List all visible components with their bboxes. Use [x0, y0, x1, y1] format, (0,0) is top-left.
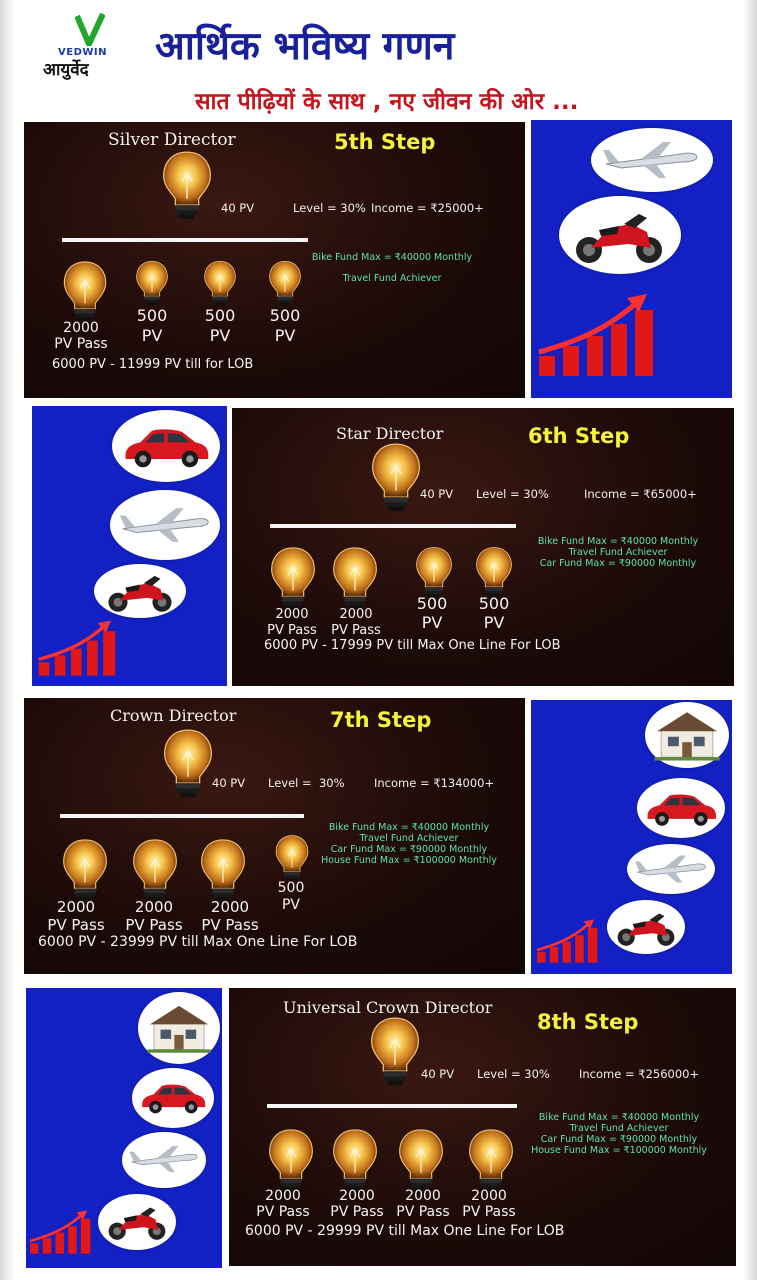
bulb-pv: 2000 PV Pass [331, 607, 381, 638]
lightbulb-icon [265, 1128, 317, 1192]
income: Income = ₹134000+ [374, 776, 495, 790]
reward-circle [559, 196, 681, 274]
top-pv: 40 PV [420, 487, 454, 501]
step-label: 6th Step [528, 424, 630, 448]
divider-line [60, 814, 304, 818]
step-label: 8th Step [537, 1010, 639, 1034]
growth-chart-icon [28, 1200, 102, 1264]
rank-title: Silver Director [108, 130, 236, 150]
reward-circle [591, 128, 713, 192]
reward-circle [607, 900, 685, 954]
income: Income = ₹25000+ [371, 201, 484, 215]
divider-line [267, 1104, 517, 1108]
fund-line: Car Fund Max = ₹90000 Monthly [330, 844, 488, 855]
lightbulb-icon [160, 728, 216, 798]
top-pv: 40 PV [212, 776, 246, 790]
bulb-pv: 500 PV [416, 594, 448, 632]
lightbulb-icon [160, 150, 214, 220]
lightbulb-icon [395, 1128, 447, 1192]
top-pv: 40 PV [221, 201, 255, 215]
growth-chart-icon [535, 280, 675, 390]
lightbulb-icon [130, 838, 180, 902]
reward-circle [98, 1194, 176, 1250]
airplane-icon [601, 140, 701, 180]
bulb-pv: 500 PV [204, 306, 236, 345]
page-title: आर्थिक भविष्य गणन [155, 24, 455, 69]
bulb-pv: 2000 PV Pass [256, 1188, 310, 1220]
income: Income = ₹65000+ [584, 487, 697, 501]
bulb-pv: 2000 PV Pass [267, 607, 317, 638]
airplane-icon [128, 1144, 200, 1174]
lightbulb-icon [329, 1128, 381, 1192]
car-icon [138, 1080, 208, 1116]
lightbulb-icon [274, 834, 310, 882]
level: Level = 30% [476, 487, 549, 501]
fund-line: Travel Fund Achiever [569, 1123, 669, 1134]
bulb-pv: 2000 PV Pass [125, 898, 183, 934]
motorbike-icon [104, 1202, 170, 1242]
logo-hindi: आयुर्वेद [43, 60, 89, 80]
pv-range: 6000 PV - 29999 PV till Max One Line For LOB [245, 1223, 565, 1239]
fund-line: House Fund Max = ₹100000 Monthly [321, 855, 497, 866]
bulb-pv: 500 PV [136, 306, 168, 345]
level: Level = 30% [477, 1067, 550, 1081]
level: Level = 30% [268, 776, 345, 790]
lightbulb-icon [202, 260, 238, 306]
rank-title: Universal Crown Director [283, 998, 493, 1017]
car-icon [643, 790, 719, 828]
growth-chart-icon [36, 612, 130, 684]
fund-line: House Fund Max = ₹100000 Monthly [531, 1145, 707, 1156]
house-icon [653, 706, 721, 762]
fund-line: Bike Fund Max = ₹40000 Monthly [537, 536, 699, 547]
motorbike-icon [613, 908, 679, 948]
step-panel-8th [229, 988, 736, 1266]
lightbulb-icon [472, 546, 516, 598]
pv-range: 6000 PV - 23999 PV till Max One Line For LOB [38, 934, 358, 950]
rank-title: Star Director [336, 424, 444, 443]
step-panel-6th [232, 408, 734, 686]
bulb-pv: 2000 PV Pass [396, 1188, 450, 1220]
lightbulb-icon [367, 1016, 423, 1086]
page-edge-right [743, 0, 757, 1280]
fund-line: Bike Fund Max = ₹40000 Monthly [311, 252, 473, 263]
reward-circle [637, 778, 725, 838]
lightbulb-icon [268, 546, 318, 610]
growth-chart-icon [535, 910, 609, 972]
lightbulb-icon [134, 260, 170, 306]
lightbulb-icon [198, 838, 248, 902]
bulb-pv: 500 PV [478, 594, 510, 632]
check-logo-icon [75, 12, 105, 46]
lightbulb-icon [368, 442, 424, 512]
lightbulb-icon [465, 1128, 517, 1192]
step-panel-5th [24, 122, 525, 398]
fund-line: Travel Fund Achiever [568, 547, 668, 558]
divider-line [270, 524, 516, 528]
lightbulb-icon [60, 838, 110, 902]
level: Level = 30% [293, 201, 366, 215]
step-panel-7th [24, 698, 525, 974]
airplane-icon [118, 506, 212, 544]
reward-circle [627, 844, 715, 894]
bulb-pv: 2000 PV Pass [330, 1188, 384, 1220]
bulb-pv: 2000 PV Pass [54, 320, 108, 352]
fund-line: Bike Fund Max = ₹40000 Monthly [538, 1112, 700, 1123]
page-subtitle: सात पीढ़ियों के साथ , नए जीवन की ओर ... [195, 89, 579, 115]
motorbike-icon [569, 206, 669, 266]
fund-line: Car Fund Max = ₹90000 Monthly [540, 1134, 698, 1145]
pv-range: 6000 PV - 11999 PV till for LOB [52, 357, 254, 372]
rewards-panel-5th [531, 120, 732, 398]
rewards-panel-6th [32, 406, 227, 686]
reward-circle [122, 1132, 206, 1188]
airplane-icon [633, 854, 709, 884]
step-label: 7th Step [330, 708, 432, 732]
page-edge-left [0, 0, 14, 1280]
bulb-pv: 2000 PV Pass [201, 898, 259, 934]
top-pv: 40 PV [421, 1067, 455, 1081]
lightbulb-icon [330, 546, 380, 610]
step-label: 5th Step [334, 130, 436, 154]
reward-circle [112, 410, 220, 482]
bulb-pv: 500 PV [277, 880, 305, 913]
motorbike-icon [102, 570, 178, 614]
pv-range: 6000 PV - 17999 PV till Max One Line For LOB [264, 638, 561, 653]
lightbulb-icon [412, 546, 456, 598]
reward-circle [132, 1068, 214, 1128]
rewards-panel-8th [26, 988, 222, 1268]
car-icon [120, 424, 212, 470]
bulb-pv: 2000 PV Pass [47, 898, 105, 934]
rewards-panel-7th [531, 700, 732, 974]
house-icon [146, 998, 212, 1056]
logo-brand: VEDWIN [58, 47, 107, 58]
reward-circle [645, 702, 729, 768]
divider-line [62, 238, 308, 242]
reward-circle [94, 564, 186, 618]
reward-circle [138, 992, 220, 1064]
reward-circle [110, 490, 220, 560]
fund-line: Bike Fund Max = ₹40000 Monthly [328, 822, 490, 833]
fund-line: Travel Fund Achiever [359, 833, 459, 844]
bulb-pv: 2000 PV Pass [462, 1188, 516, 1220]
lightbulb-icon [60, 260, 110, 322]
fund-line: Travel Fund Achiever [342, 273, 442, 284]
lightbulb-icon [267, 260, 303, 306]
bulb-pv: 500 PV [269, 306, 301, 345]
rank-title: Crown Director [110, 706, 237, 725]
fund-line: Car Fund Max = ₹90000 Monthly [539, 558, 697, 569]
income: Income = ₹256000+ [579, 1067, 700, 1081]
